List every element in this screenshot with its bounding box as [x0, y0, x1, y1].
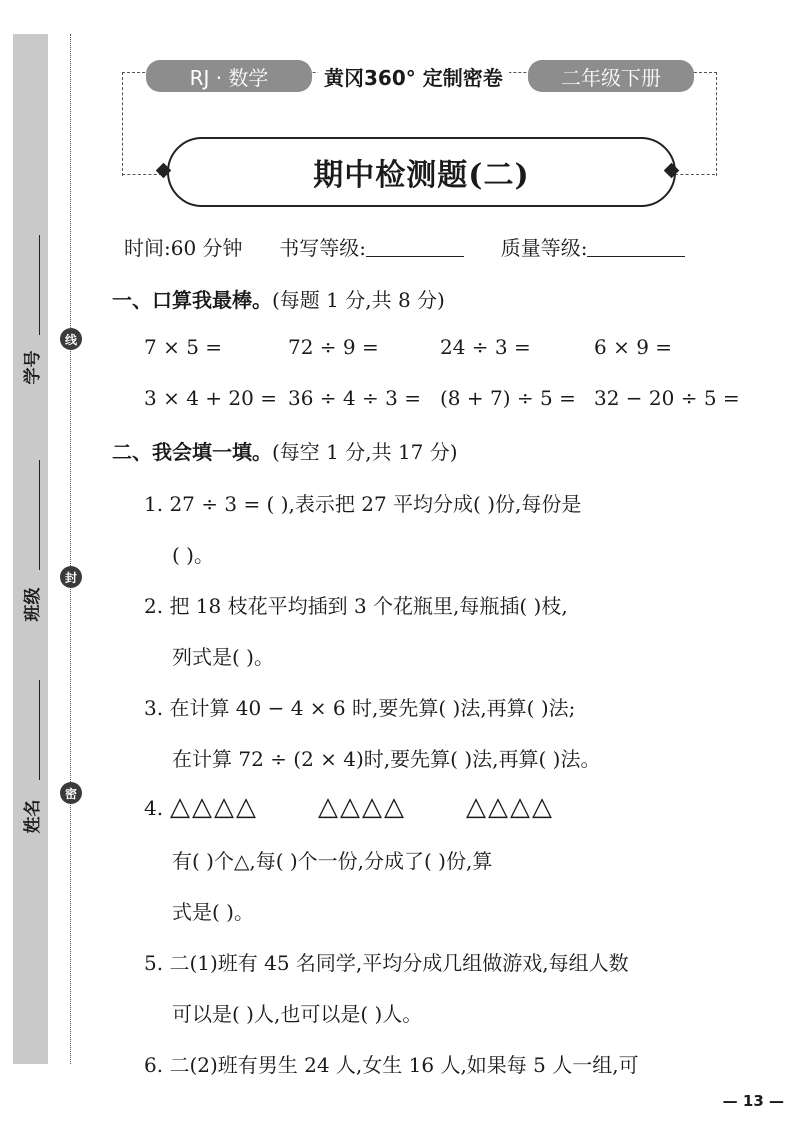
question-line: 6. 二(2)班有男生 24 人,女生 16 人,如果每 5 人一组,可	[144, 1053, 639, 1077]
question-line: 列式是( )。	[172, 645, 274, 669]
name-field[interactable]	[13, 680, 48, 840]
writing-grade-label: 书写等级:	[279, 236, 367, 260]
question-line: 有( )个△,每( )个一份,分成了( )份,算	[172, 849, 493, 873]
exam-title: 期中检测题(二)	[167, 137, 676, 207]
calc-item: 36 ÷ 4 ÷ 3 =	[288, 386, 421, 410]
seal-seal-mark: 封	[60, 566, 82, 588]
meta-line	[124, 232, 685, 261]
calc-item: 3 × 4 + 20 =	[144, 386, 277, 410]
section2-note: (每空 1 分,共 17 分)	[272, 440, 458, 464]
section1-heading	[112, 284, 445, 313]
calc-item: 6 × 9 =	[594, 335, 673, 359]
section1-note: (每题 1 分,共 8 分)	[272, 288, 445, 312]
series-name: 黄冈360° 定制密卷	[318, 60, 509, 92]
name-label: 姓名	[23, 799, 43, 834]
class-field[interactable]	[13, 460, 48, 630]
triangle-group: △△△△	[170, 792, 258, 822]
class-line	[39, 460, 40, 570]
section2-heading	[112, 436, 458, 465]
student-id-line	[39, 235, 40, 335]
seal-line	[70, 34, 71, 1064]
grade-badge: 二年级下册	[528, 60, 694, 92]
header-frame-edge	[122, 174, 162, 175]
calc-item: 24 ÷ 3 =	[440, 335, 531, 359]
header-frame-edge	[675, 174, 715, 175]
student-id-field[interactable]	[13, 235, 48, 395]
triangle-group: △△△△	[318, 792, 406, 822]
seal-line-mark: 线	[60, 328, 82, 350]
section2-title: 二、我会填一填。	[112, 440, 272, 464]
question-line: 2. 把 18 枝花平均插到 3 个花瓶里,每瓶插( )枝,	[144, 594, 568, 618]
triangle-group: △△△△	[466, 792, 554, 822]
question-line: 5. 二(1)班有 45 名同学,平均分成几组做游戏,每组人数	[144, 951, 629, 975]
name-line	[39, 680, 40, 780]
student-id-label: 学号	[23, 350, 43, 385]
question-line: 式是( )。	[172, 900, 254, 924]
question-line: 在计算 72 ÷ (2 × 4)时,要先算( )法,再算( )法。	[172, 747, 601, 771]
calc-item: 72 ÷ 9 =	[288, 335, 379, 359]
section1-title: 一、口算我最棒。	[112, 288, 272, 312]
question-line: 3. 在计算 40 − 4 × 6 时,要先算( )法,再算( )法;	[144, 696, 576, 720]
class-label: 班级	[23, 587, 43, 622]
calc-item: (8 + 7) ÷ 5 =	[440, 386, 576, 410]
question-number: 4.	[144, 796, 164, 820]
calc-item: 32 − 20 ÷ 5 =	[594, 386, 740, 410]
writing-grade-blank[interactable]	[366, 238, 464, 257]
time-text: 时间:60 分钟	[124, 236, 243, 260]
page-number: — 13 —	[722, 1092, 784, 1110]
quality-grade-blank[interactable]	[587, 238, 685, 257]
quality-grade-label: 质量等级:	[500, 236, 588, 260]
question-line: 1. 27 ÷ 3 = ( ),表示把 27 平均分成( )份,每份是	[144, 492, 582, 516]
question-line: ( )。	[172, 543, 214, 567]
calc-item: 7 × 5 =	[144, 335, 223, 359]
subject-badge: RJ · 数学	[146, 60, 312, 92]
seal-secret-mark: 密	[60, 782, 82, 804]
question-line: 可以是( )人,也可以是( )人。	[172, 1002, 423, 1026]
